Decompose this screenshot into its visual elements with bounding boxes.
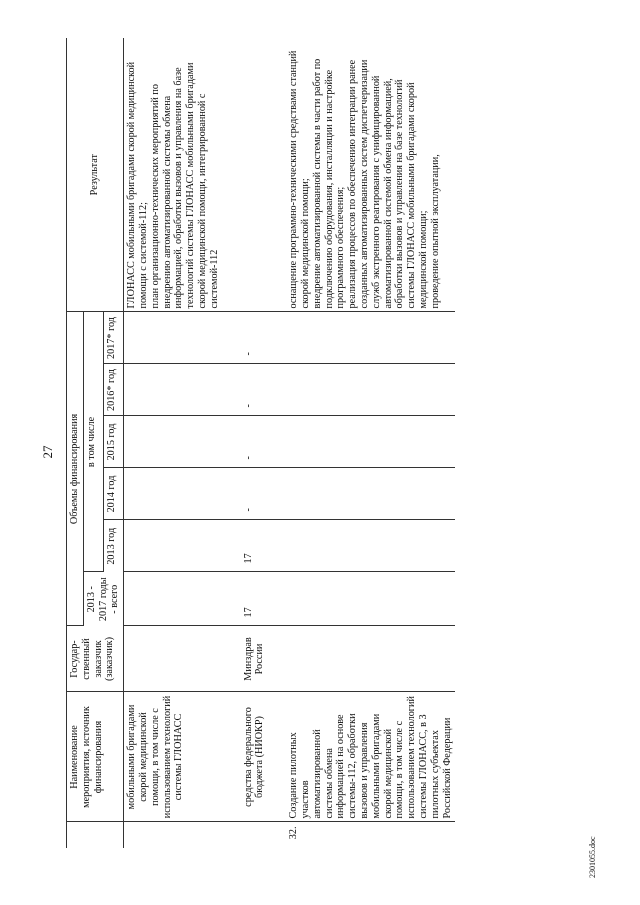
row2-2014: - <box>241 468 269 520</box>
header-name: Наименование мероприятия, источник финансирования <box>67 692 124 822</box>
row3-result-line: внедрение автоматизированной системы в части работ по подключению оборудования, инсталляции и настройке программного обеспечения; <box>311 58 347 309</box>
header-number <box>67 822 124 848</box>
header-result: Результат <box>67 38 124 312</box>
table-row <box>286 38 455 848</box>
row2-2016: - <box>241 364 269 416</box>
row3-result-line: проведение опытной эксплуатации, <box>429 154 441 309</box>
row1-name: мобильными бригадами скорой медицинской помощи, в том числе с использованием технологий системы ГЛОНАСС <box>124 692 223 822</box>
row2-2015: - <box>241 416 269 468</box>
rotated-page <box>40 26 600 878</box>
header-customer: Государ-ственный заказчик (заказчик) <box>67 626 124 692</box>
row1-result-line: ГЛОНАСС мобильными бригадами скорой медицинской помощи с системой-112; <box>126 61 149 309</box>
row1-result-line: план организационно-технических мероприятий по внедрению автоматизированной системы обмена информацией, обработки вызовов и управления на базе технологий системы ГЛОНАСС мобильными бригадами скорой медицинской помощи, интегрированной с системой-112 <box>149 62 220 309</box>
row2-2013: 17 <box>241 520 269 572</box>
row3-result <box>286 38 455 312</box>
page-number: 27 <box>40 445 55 459</box>
row1-result <box>124 38 223 312</box>
header-total: 2013 - 2017 годы - всего <box>83 572 123 626</box>
header-volumes: Объемы финансирования <box>67 312 84 626</box>
row3-result-line: оснащение программно-техническими средствами станций скорой медицинской помощи; <box>288 50 311 309</box>
header-including: в том числе <box>83 312 103 572</box>
header-year-2017: 2017* год <box>103 312 123 364</box>
row2-2017: - <box>241 312 269 364</box>
row3-result-line: реализация процессов по обеспечению интеграции ранее созданных автоматизированных систем диспетчеризации служб экстренного реагирования с унифицированной автоматизированной системой обмена информацией, обработки вызовов и управления на базе технологий системы ГЛОНАСС мобильными бригадами скорой медицинской помощи; <box>347 59 429 309</box>
row2-total: 17 <box>241 572 269 626</box>
header-year-2016: 2016* год <box>103 364 123 416</box>
row2-customer: Минздрав России <box>241 626 269 692</box>
row3-number: 32. <box>288 826 300 840</box>
row2-name: средства федерального бюджета (НИОКР) <box>241 692 269 822</box>
table-row <box>241 38 269 848</box>
footer-filename: 2301055.doc <box>588 836 597 878</box>
table-row <box>124 38 223 848</box>
header-year-2013: 2013 год <box>103 520 123 572</box>
financing-table <box>66 38 455 848</box>
row3-name: Создание пилотных участков автоматизированной системы обмена информацией на основе системы-112, обработки вызовов и управления мобильными бригадами скорой медицинской помощи, в том числе с использованием технологий системы ГЛОНАСС, в 3 пилотных субъектах Российской Федерации <box>286 692 455 822</box>
header-year-2014: 2014 год <box>103 468 123 520</box>
header-year-2015: 2015 год <box>103 416 123 468</box>
